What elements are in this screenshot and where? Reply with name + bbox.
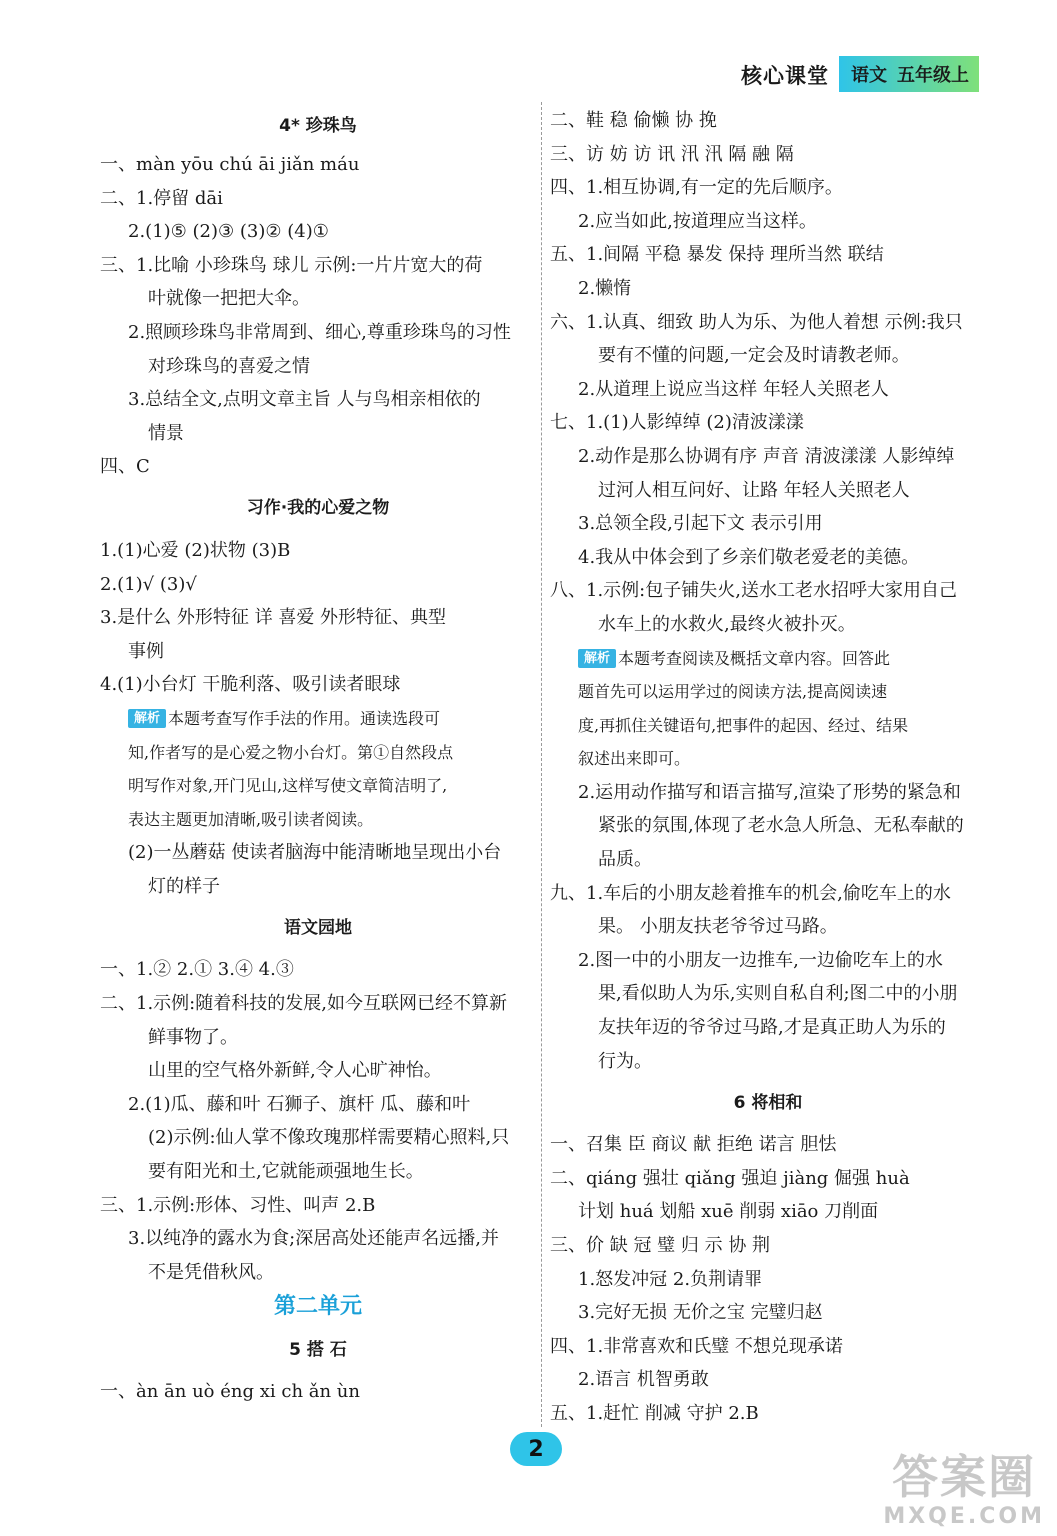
analysis-note: [550, 642, 986, 676]
answer-line: 二、鞋 稳 偷懒 协 挽: [550, 110, 717, 131]
column-divider: [541, 102, 542, 1427]
note-line: 知,作者写的是心爱之物小台灯。第①自然段点: [128, 742, 454, 762]
answer-line: 2.应当如此,按道理应当这样。: [578, 210, 817, 232]
answer-line: 三、1.比喻 小珍珠鸟 球儿 示例:一片片宽大的荷: [100, 254, 483, 276]
note-line: 表达主题更加清晰,吸引读者阅读。: [128, 809, 374, 829]
answer-line: 一、àn ān uò éng xi ch ǎn ùn: [100, 1381, 360, 1403]
answer-line: 六、1.认真、细致 助人为乐、为他人着想 示例:我只: [550, 311, 963, 333]
answer-line: 事例: [128, 640, 164, 662]
answer-line: 果,看似助人为乐,实则自私自利;图二中的小朋: [598, 983, 958, 1005]
answer-line: 九、1.车后的小朋友趁着推车的机会,偷吃车上的水: [550, 882, 951, 904]
note-line: 度,再抓住关键语句,把事件的起因、经过、结果: [578, 715, 909, 735]
site-watermark: [883, 1450, 1045, 1529]
page-header: [741, 56, 979, 92]
answer-line: 四、1.非常喜欢和氏璧 不想兑现承诺: [550, 1335, 843, 1357]
answer-line: 五、1.间隔 平稳 暴发 保持 理所当然 联结: [550, 244, 884, 266]
answer-line: 3.完好无损 无价之宝 完璧归赵: [578, 1302, 823, 1324]
answer-line: 2.(1)瓜、藤和叶 石狮子、旗杆 瓜、藤和叶: [128, 1093, 471, 1115]
answer-line: 二、1.停留 dāi: [100, 187, 223, 209]
answer-line: 计划 huá 划船 xuē 削弱 xiāo 刀削面: [578, 1201, 879, 1223]
analysis-tag: 解析: [578, 649, 616, 668]
lesson-title: 4* 珍珠鸟: [279, 115, 357, 136]
answer-line: 友扶年迈的爷爷过马路,才是真正助人为乐的: [598, 1017, 946, 1039]
answer-line: 3.以纯净的露水为食;深居高处还能声名远播,并: [128, 1228, 499, 1250]
answer-line: 一、màn yōu chú āi jiǎn máu: [100, 154, 360, 175]
answer-line: 不是凭借秋风。: [148, 1261, 274, 1283]
page-number: 2: [510, 1432, 562, 1466]
brand-title: 核心课堂: [741, 64, 829, 88]
answer-line: 二、1.示例:随着科技的发展,如今互联网已经不算新: [100, 993, 507, 1015]
answer-line: 一、召集 臣 商议 献 拒绝 诺言 胆怯: [550, 1134, 837, 1156]
lesson-title: 语文园地: [284, 917, 352, 938]
answer-line: 叶就像一把把大伞。: [148, 288, 310, 310]
subject-label: 语文: [851, 65, 887, 86]
answer-line: 2.(1)√ (3)√: [100, 573, 197, 595]
unit-title: 第二单元: [273, 1294, 362, 1320]
answer-line: 2.语言 机智勇敢: [578, 1369, 709, 1391]
answer-line: 4.我从中体会到了乡亲们敬老爱老的美德。: [578, 546, 920, 568]
answer-line: 2.(1)⑤ (2)③ (3)② (4)①: [128, 221, 329, 243]
watermark-url: MXQE.COM: [883, 1504, 1045, 1529]
answer-line: 四、C: [100, 456, 150, 478]
answer-line: (2)一丛蘑菇 使读者脑海中能清晰地呈现出小台: [128, 842, 502, 864]
lesson-title: 6 将相和: [733, 1092, 803, 1113]
answer-line: 五、1.赶忙 削减 守护 2.B: [550, 1402, 759, 1424]
answer-line: 一、1.② 2.① 3.④ 4.③: [100, 959, 294, 981]
answer-line: 果。 小朋友扶老爷爷过马路。: [598, 916, 838, 938]
answer-line: 三、访 妨 访 讯 汛 汛 隔 融 隔: [550, 143, 794, 165]
answer-line: 2.从道理上说应当这样 年轻人关照老人: [578, 378, 889, 400]
subject-badge: [839, 56, 979, 92]
answer-line: 山里的空气格外新鲜,令人心旷神怡。: [148, 1060, 442, 1082]
grade-label: 五年级上: [897, 65, 969, 86]
answer-line: 2.图一中的小朋友一边推车,一边偷吃车上的水: [578, 949, 943, 971]
note-line: 题首先可以运用学过的阅读方法,提高阅读速: [578, 682, 888, 702]
answer-line: 3.是什么 外形特征 详 喜爱 外形特征、典型: [100, 607, 447, 629]
answer-line: 1.(1)心爱 (2)状物 (3)B: [100, 539, 291, 561]
lesson-title: 5 搭 石: [289, 1339, 347, 1360]
answer-line: 情景: [148, 422, 184, 444]
answer-line: 三、1.示例:形体、习性、叫声 2.B: [100, 1194, 376, 1216]
answer-line: 七、1.(1)人影绰绰 (2)清波漾漾: [550, 412, 804, 434]
analysis-note: [100, 702, 536, 736]
answer-line: 对珍珠鸟的喜爱之情: [148, 355, 310, 377]
answer-line: 灯的样子: [148, 875, 220, 897]
answer-line: 八、1.示例:包子铺失火,送水工老水招呼大家用自己: [550, 580, 957, 602]
analysis-tag: 解析: [128, 709, 166, 728]
answer-line: 要有不懂的问题,一定会及时请教老师。: [598, 345, 910, 367]
answer-line: 行为。: [598, 1050, 652, 1072]
answer-line: 2.照顾珍珠鸟非常周到、细心,尊重珍珠鸟的习性: [128, 321, 511, 343]
answer-line: 要有阳光和土,它就能顽强地生长。: [148, 1161, 424, 1183]
right-column: [550, 104, 986, 1431]
answer-line: 紧张的氛围,体现了老水急人所急、无私奉献的: [598, 815, 964, 837]
answer-line: 水车上的水救火,最终火被扑灭。: [598, 613, 856, 635]
answer-line: 2.动作是那么协调有序 声音 清波漾漾 人影绰绰: [578, 445, 955, 467]
answer-line: 二、qiáng 强壮 qiǎng 强迫 jiàng 倔强 huà: [550, 1167, 910, 1189]
answer-line: 2.运用动作描写和语言描写,渲染了形势的紧急和: [578, 781, 961, 803]
answer-line: 3.总领全段,引起下文 表示引用: [578, 513, 823, 535]
answer-line: 过河人相互问好、让路 年轻人关照老人: [598, 479, 910, 501]
left-column: [100, 104, 536, 1409]
answer-line: 3.总结全文,点明文章主旨 人与鸟相亲相依的: [128, 389, 481, 411]
note-line: 叙述出来即可。: [578, 749, 691, 769]
answer-line: 四、1.相互协调,有一定的先后顺序。: [550, 177, 843, 199]
note-line: 明写作对象,开门见山,这样写使文章简洁明了,: [128, 776, 448, 796]
answer-line: 2.懒惰: [578, 277, 632, 299]
answer-line: 1.怒发冲冠 2.负荆请罪: [578, 1268, 763, 1290]
answer-line: (2)示例:仙人掌不像玫瑰那样需要精心照料,只: [148, 1127, 510, 1149]
lesson-title: 习作·我的心爱之物: [246, 498, 390, 519]
answer-line: 鲜事物了。: [148, 1026, 238, 1048]
watermark-logo-text: 答案圈: [892, 1450, 1037, 1504]
answer-line: 4.(1)小台灯 干脆利落、吸引读者眼球: [100, 674, 401, 696]
answer-line: 品质。: [598, 849, 652, 871]
note-line: 本题考查阅读及概括文章内容。回答此: [618, 648, 891, 668]
note-line: 本题考查写作手法的作用。通读选段可: [168, 708, 441, 728]
answer-line: 三、价 缺 冠 璧 归 示 协 荆: [550, 1235, 771, 1256]
